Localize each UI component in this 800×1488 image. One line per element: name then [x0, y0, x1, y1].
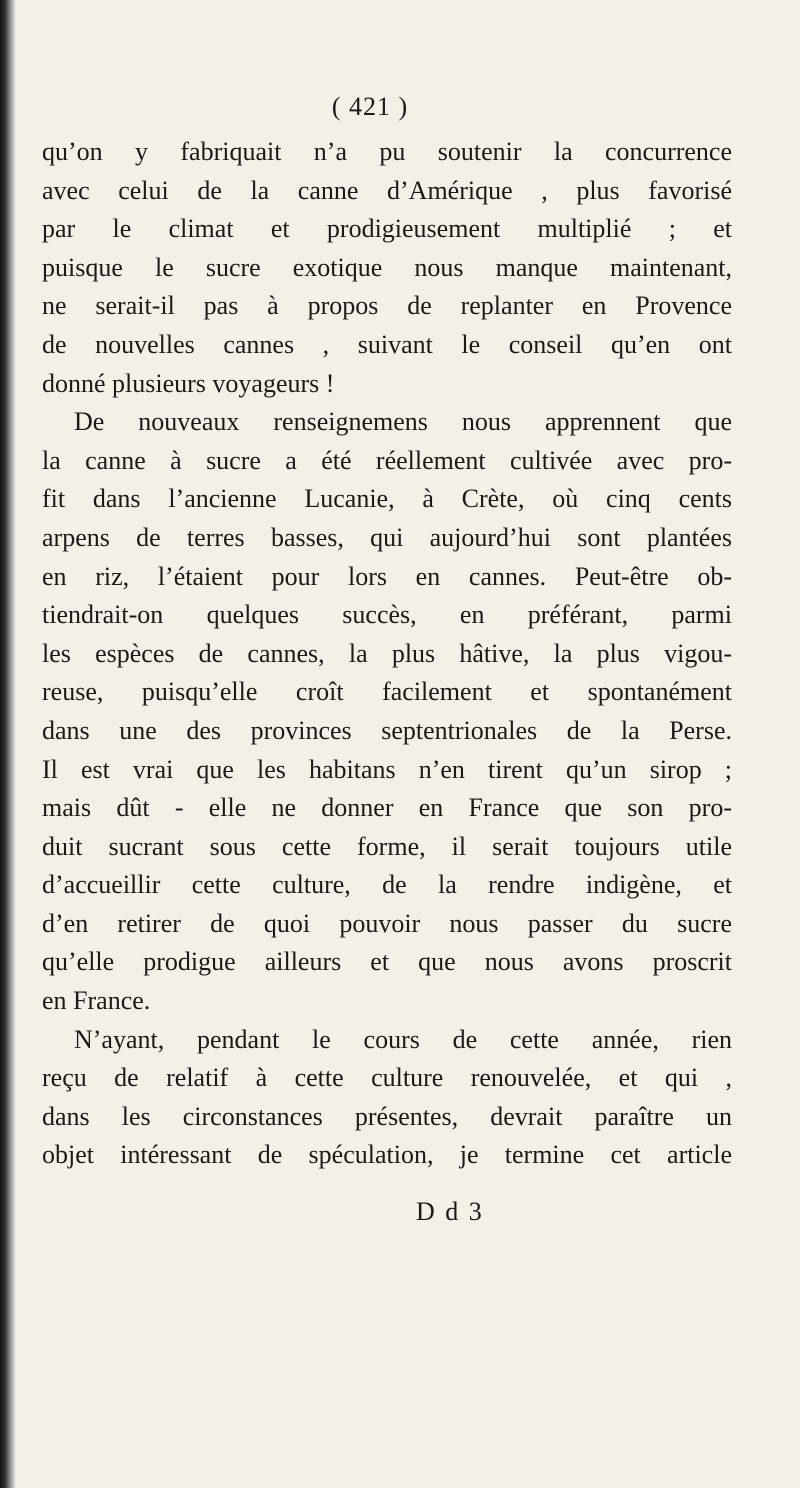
- text-line: duit sucrant sous cette forme, il serait toujours utile: [42, 831, 732, 861]
- text-line: N’ayant, pendant le cours de cette année, rien: [74, 1024, 732, 1054]
- page-number: ( 421 ): [331, 92, 409, 121]
- text-line: dans les circonstances présentes, devrait paraître un: [42, 1101, 732, 1131]
- text-line: par le climat et prodigieusement multiplié ; et: [42, 214, 732, 244]
- text-line: reuse, puisqu’elle croît facilement et spontanément: [42, 677, 732, 707]
- text-line: mais dût - elle ne donner en France que son pro-: [42, 793, 732, 823]
- text-line: reçu de relatif à cette culture renouvelée, et qui ,: [42, 1063, 732, 1093]
- text-line: Il est vrai que les habitans n’en tirent qu’un sirop ;: [42, 754, 732, 784]
- text-line: qu’on y fabriquait n’a pu soutenir la concurrence: [42, 137, 732, 166]
- text-line: fit dans l’ancienne Lucanie, à Crète, où cinq cents: [42, 484, 732, 514]
- text-line: en riz, l’étaient pour lors en cannes. Peut-être ob-: [42, 561, 732, 591]
- text-line: d’accueillir cette culture, de la rendre indigène, et: [42, 870, 732, 900]
- text-line: puisque le sucre exotique nous manque maintenant,: [42, 252, 732, 282]
- text-line: les espèces de cannes, la plus hâtive, la plus vigou-: [42, 638, 732, 668]
- text-line: De nouveaux renseignemens nous apprennent que: [74, 407, 732, 437]
- text-line: tiendrait-on quelques succès, en préférant, parmi: [42, 600, 732, 630]
- text-line: dans une des provinces septentrionales de la Perse.: [42, 715, 732, 745]
- body-text: [42, 133, 732, 1175]
- text-line: avec celui de la canne d’Amérique , plus favorisé: [42, 175, 732, 205]
- text-line: arpens de terres basses, qui aujourd’hui sont plantées: [42, 522, 732, 552]
- text-line: la canne à sucre a été réellement cultivée avec pro-: [42, 445, 732, 475]
- text-line: objet intéressant de spéculation, je termine cet article: [42, 1140, 732, 1170]
- binding-shadow: [0, 0, 16, 1488]
- text-line: donné plusieurs voyageurs !: [42, 368, 335, 398]
- text-line: d’en retirer de quoi pouvoir nous passer du sucre: [42, 908, 732, 938]
- text-line: ne serait-il pas à propos de replanter en Provence: [42, 291, 732, 321]
- text-line: en France.: [42, 986, 151, 1016]
- text-line: de nouvelles cannes , suivant le conseil qu’en ont: [42, 329, 732, 359]
- text-line: qu’elle prodigue ailleurs et que nous avons proscrit: [42, 947, 732, 977]
- signature-mark: D d 3: [416, 1197, 484, 1226]
